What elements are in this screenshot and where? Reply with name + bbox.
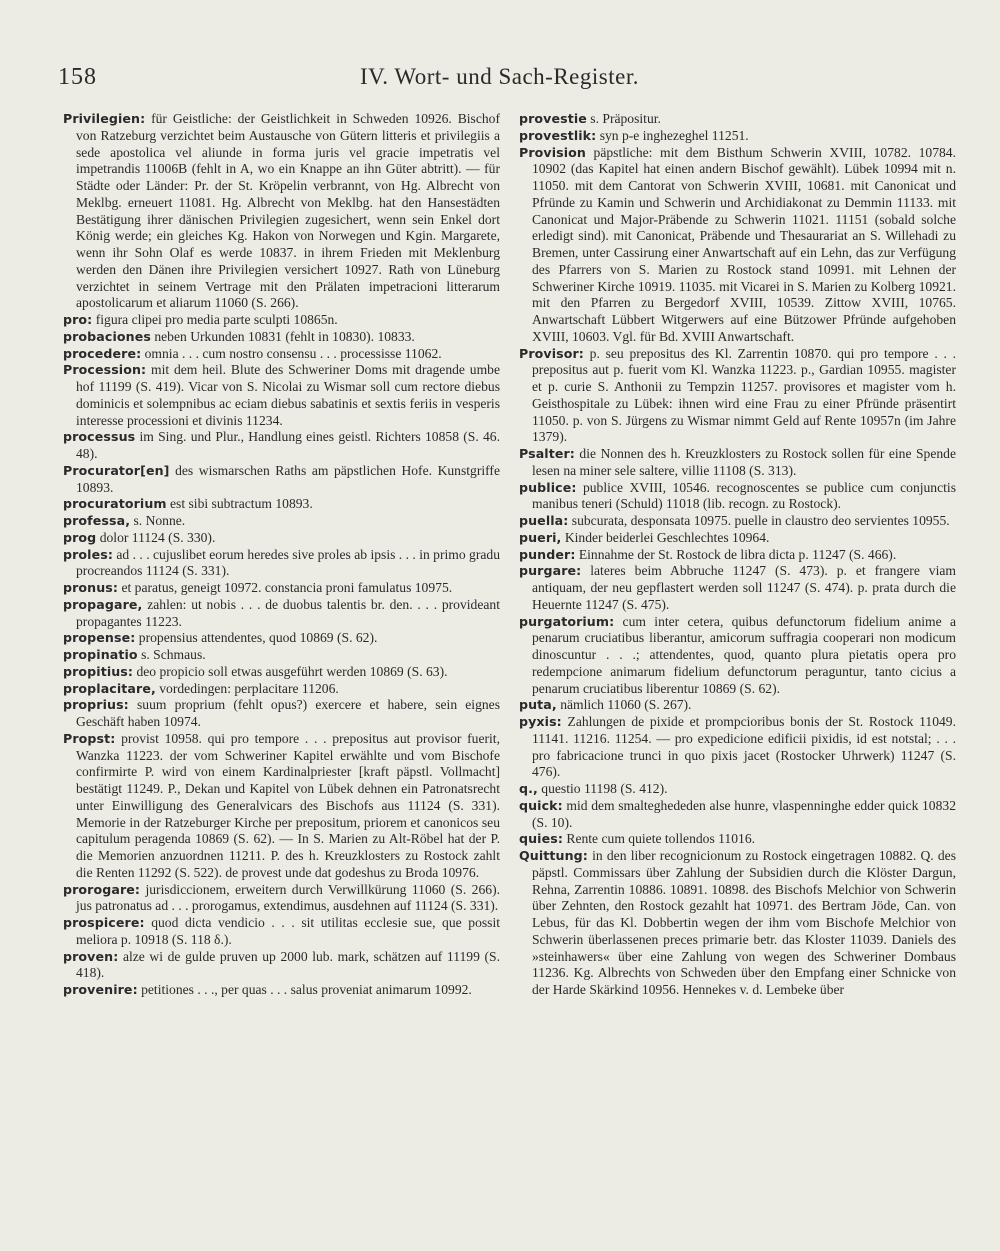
entry-headword: Quittung:	[519, 848, 588, 863]
entry-text: subcurata, desponsata 10975. puelle in claustro deo servientes 10955.	[568, 513, 950, 528]
register-entry	[63, 463, 500, 497]
register-entry	[63, 346, 500, 363]
entry-text: mid dem smalteghededen alse hunre, vlaspenninghe edder quick 10832 (S. 10).	[532, 797, 956, 830]
register-entry	[63, 949, 500, 983]
register-entry	[63, 630, 500, 647]
entry-text: provist 10958. qui pro tempore . . . prepositus aut provisor fuerit, Wanzka 11223. der vom Schweriner Kapitel erwählte und vom Bischofe confirmirte P. wird von einem Kardinalpriester [kraft päpstl. Vollmacht] bestätigt 11249. P., Dekan und Kapitel von Lübek dehnen ein Patronatsrecht unter Einwilligung des Generalvicars des Bischofs aus 11124 (S. 331). Memorie in der Ratzeburger Kirche per prepositum, priorem et canonicos seu capitulum peragenda 10869 (S. 62). — In S. Marien zu Alt-Röbel hat der P. die Memorien anzuordnen 11211. P. des h. Kreuzklosters zu Rostock zahlt die Renten 11292 (S. 522). de provest unde dat godeshus zu Broda 10976.	[76, 730, 500, 880]
entry-text: Rente cum quiete tollendos 11016.	[562, 831, 756, 847]
entry-text: dolor 11124 (S. 330).	[96, 529, 216, 545]
entry-text: jurisdiccionem, erweitern durch Verwillkürung 11060 (S. 266). jus patronatus ad . . . prorogamus, extendimus, ausdehnen auf 11124 (S. 331).	[76, 881, 500, 914]
entry-text: mit dem heil. Blute des Schweriner Doms mit dragende umbe hof 11199 (S. 419). Vicar von S. Nicolai zu Wismar soll cum rectore diebus dominicis et solempnibus ac eciam diebus sabatinis et sextis feriis in vesperis interesse processioni et divinis 11234.	[76, 362, 500, 428]
register-entry	[519, 697, 956, 714]
register-entry	[519, 446, 956, 480]
entry-text: suum proprium (fehlt opus?) exercere et habere, sein eignes Geschäft haben 10974.	[76, 697, 500, 729]
entry-headword: puta,	[519, 697, 557, 713]
entry-headword: provenire:	[63, 982, 138, 997]
entry-text: syn p-e inghezeghel 11251.	[596, 127, 749, 143]
entry-headword: procuratorium	[63, 496, 167, 512]
entry-text: p. seu prepositus des Kl. Zarrentin 10870. qui pro tempore . . . prepositus aut p. fuerit vom Kl. Wanzka 11223. p., Gardian 10955. magister et p. curie S. Anthonii zu Tempzin 11257. provisores et magister vom h. Geisthospitale zu Lübek: ihnen wird eine Frau zu einer Pfründe präsentirt 11050. p. von S. Jürgens zu Wismar nimmt Geld auf Rente 10957n (im Jahre 1379).	[532, 345, 956, 445]
entry-headword: propinatio	[63, 647, 138, 662]
entry-headword: Procurator[en]	[63, 462, 170, 478]
entry-headword: puella:	[519, 513, 569, 528]
entry-text: propensius attendentes, quod 10869 (S. 62).	[135, 630, 378, 646]
entry-text: est sibi subtractum 10893.	[166, 496, 313, 512]
register-entry	[63, 312, 500, 329]
register-entry	[63, 111, 500, 312]
entry-headword: processus	[63, 429, 136, 445]
register-entry	[63, 496, 500, 513]
entry-text: publice XVIII, 10546. recognoscentes se publice cum conjunctis manibus teneri (Schuld) 11018 (lib. recogn. zu Rostock).	[532, 479, 956, 512]
register-entry	[519, 798, 956, 832]
entry-text: deo propicio soll etwas ausgeführt werden 10869 (S. 63).	[133, 663, 448, 679]
entry-headword: proprius:	[63, 697, 129, 713]
entry-headword: q.,	[519, 781, 538, 796]
register-entry	[63, 647, 500, 664]
register-entry	[519, 614, 956, 698]
entry-headword: pro:	[63, 312, 93, 327]
register-entry	[63, 513, 500, 530]
entry-headword: procedere:	[63, 345, 142, 361]
entry-headword: proven:	[63, 948, 119, 964]
entry-text: im Sing. und Plur., Handlung eines geistl. Richters 10858 (S. 46. 48).	[76, 429, 500, 461]
entry-text: vordedingen: perplacitare 11206.	[155, 680, 339, 696]
register-entry	[519, 346, 956, 447]
page-number: 158	[58, 64, 97, 90]
entry-text: Zahlungen de pixide et prompcioribus bonis der St. Rostock 11049. 11141. 11216. 11254. — pro expedicione edificii pixidis, id est notstal; . . . pro fabricacione trunci in quo pixis jacet (Rostocker Uhrwerk) 11247 (S. 476).	[532, 714, 956, 780]
entry-text: neben Urkunden 10831 (fehlt in 10830). 10833.	[150, 328, 415, 344]
entry-text: figura clipei pro media parte sculpti 10865n.	[92, 312, 338, 327]
entry-headword: Privilegien:	[63, 111, 146, 126]
entry-text: s. Schmaus.	[137, 647, 206, 662]
entry-text: päpstliche: mit dem Bisthum Schwerin XVIII, 10782. 10784. 10902 (das Kapitel hat einen andern Bischof gewählt). Lübek 10994 mit n. 11050. mit dem Cantorat von Schwerin XVIII, 10681. mit Canonicat und Pfründe zu Kamin und Schwerin und Archidiakonat zu Demmin 11133. mit Canonicat und Major-Präbende zu Schwerin 11021. 11151 (sobald solche erledigt sind). mit Canonicat, Präbende und Thesaurariat an S. Willehadi zu Bremen, unter Cassirung einer Anwartschaft auf ein Lehn, das zur Verfügung des Pfarrers von S. Marien zu Rostock stand 10991. mit Lehnen der Schweriner Kirche 10919. 11035. mit Vicarei in S. Marien zu Kolberg 10921. mit den Pfarren zu Bergedorf XVIII, 10539. Zittow XVIII, 10765. Anwartschaft Lübbert Witgerwers auf eine Bützower Pfründe aufgehoben XVIII, 10603. Vgl. für Bd. XVIII Anwartschaft.	[532, 144, 956, 344]
entry-headword: publice:	[519, 479, 577, 495]
register-entry	[519, 513, 956, 530]
register-entry	[63, 530, 500, 547]
entry-text: s. Nonne.	[130, 513, 186, 528]
entry-headword: propense:	[63, 630, 136, 646]
register-entry	[519, 848, 956, 999]
entry-headword: quick:	[519, 797, 563, 813]
register-entry	[519, 128, 956, 145]
entry-headword: quies:	[519, 831, 563, 847]
register-entry	[63, 882, 500, 916]
register-entry	[519, 111, 956, 128]
entry-text: Einnahme der St. Rostock de libra dicta p. 11247 (S. 466).	[575, 546, 897, 562]
entry-text: questio 11198 (S. 412).	[537, 781, 668, 796]
register-entry	[519, 831, 956, 848]
left-column	[63, 111, 500, 999]
entry-headword: Provision	[519, 144, 586, 160]
register-entry	[519, 530, 956, 547]
right-column	[519, 111, 956, 999]
register-entry	[63, 362, 500, 429]
entry-headword: Procession:	[63, 362, 147, 378]
entry-text: die Nonnen des h. Kreuzklosters zu Rostock sollen für eine Spende lesen na miner sele saltere, villie 11108 (S. 313).	[532, 446, 956, 478]
entry-text: des wismarschen Raths am päpstlichen Hofe. Kunstgriffe 10893.	[76, 462, 500, 495]
register-entry	[519, 547, 956, 564]
entry-text: et paratus, geneigt 10972. constancia proni famulatus 10975.	[118, 580, 453, 595]
entry-text: lateres beim Abbruche 11247 (S. 473). p. et frangere viam antiquam, der neu gepflastert werden soll 11247 (S. 474). p. prata durch die Heuernte 11247 (S. 475).	[532, 563, 956, 612]
entry-text: omnia . . . cum nostro consensu . . . processisse 11062.	[141, 345, 442, 361]
entry-text: zahlen: ut nobis . . . de duobus talentis br. den. . . . provideant propagantes 11223.	[76, 596, 500, 629]
entry-headword: prospicere:	[63, 915, 145, 930]
entry-headword: Provisor:	[519, 345, 584, 361]
entry-headword: purgatorium:	[519, 613, 615, 629]
entry-text: petitiones . . ., per quas . . . salus proveniat animarum 10992.	[137, 982, 472, 997]
entry-headword: professa,	[63, 513, 131, 528]
entry-headword: pueri,	[519, 529, 562, 545]
register-entry	[63, 580, 500, 597]
entry-text: nämlich 11060 (S. 267).	[556, 697, 692, 713]
entry-headword: propitius:	[63, 663, 134, 679]
entry-headword: pronus:	[63, 580, 119, 595]
register-entry	[519, 145, 956, 346]
register-entry	[63, 982, 500, 999]
entry-text: quod dicta vendicio . . . sit utilitas ecclesie sue, que possit meliora p. 10918 (S. 118 δ.).	[76, 915, 500, 947]
register-entry	[63, 329, 500, 346]
entry-headword: provestlik:	[519, 127, 597, 143]
entry-headword: punder:	[519, 546, 576, 562]
entry-text: für Geistliche: der Geistlichkeit in Schweden 10926. Bischof von Ratzeburg verzichtet beim Austausche von Gütern litteris et privilegiis a sede apostolica vel aliunde in forma juris vel gracie impetratis vel impetrandis 11006B (fehlt in A, wo ein Knappe an ihn Güter abtritt). — für Städte oder Länder: Pr. der St. Kröpelin verbrannt, von Hg. Albrecht von Meklbg. erneuert 11081. Hg. Albrecht von Meklbg. hat den Hansestädten Bestätigung ihrer dänischen Privilegien zugesichert, wenn sein Enkel dort König werde; ein gleiches Kg. Hakon von Norwegen und Kgin. Margarete, wenn ihr Sohn Olaf es werde 10837. in ihrem Frieden mit Meklenburg werden den Dänen ihre Privilegien versichert 10927. Rath von Lüneburg verzichtet in seinem Vertrage mit den Prälaten impetracioni litterarum apostolicarum et aliarum 11060 (S. 266).	[76, 111, 500, 311]
entry-headword: proles:	[63, 546, 113, 562]
entry-headword: proplacitare,	[63, 680, 156, 696]
register-entry	[519, 781, 956, 798]
entry-text: in den liber recognicionum zu Rostock eingetragen 10882. Q. des päpstl. Commissars über Zahlung der Subsidien durch die Klöster Dargun, Rehna, Zarrentin 10886. 10891. 10898. des Bischofs Melchior von Schwerin über Zehnten, den Rostock gezahlt hat 10971. des Bertram Jöde, Can. von Lebus, für das Kl. Dobbertin wegen der ihm vom Bischofe Melchior von Schwerin überlassenen preces primarie betr. das Kloster 11039. Daniels des »steinhawers« über eine Zahlung von wegen des Schweriner Dombaus 11236. Kg. Albrechts von Schweden über den Empfang einer Schnicke von der Harde Skärkind 10956. Hennekes v. d. Lembeke über	[532, 848, 956, 997]
register-entry	[519, 714, 956, 781]
register-entry	[63, 681, 500, 698]
entry-text: alze wi de gulde pruven up 2000 lub. mark, schätzen auf 11199 (S. 418).	[76, 948, 500, 981]
register-entry	[63, 915, 500, 949]
entry-text: cum inter cetera, quibus defunctorum fidelium anime a penarum cruciatibus liberantur, amicorum suffragia cooperari non modicum dinoscuntur . . .; attendentes, quod, quanto plura pietatis opera pro redempcione animarum fidelium defunctorum peraguntur, tanto cicius a penarum cruciatibus liberentur 10869 (S. 62).	[532, 613, 956, 696]
entry-text: ad . . . cujuslibet eorum heredes sive proles ab ipsis . . . in primo gradu procreandos 11124 (S. 331).	[76, 546, 500, 579]
entry-text: s. Präpositur.	[586, 111, 661, 126]
entry-headword: propagare,	[63, 596, 143, 612]
entry-headword: prorogare:	[63, 881, 141, 897]
register-entry	[63, 547, 500, 581]
entry-headword: pyxis:	[519, 714, 562, 729]
entry-headword: Psalter:	[519, 446, 575, 461]
entry-headword: prog	[63, 529, 97, 545]
entry-headword: Propst:	[63, 730, 116, 746]
register-entry	[63, 664, 500, 681]
register-entry	[63, 697, 500, 731]
entry-headword: provestie	[519, 111, 587, 126]
entry-headword: probaciones	[63, 328, 151, 344]
running-head: IV. Wort- und Sach-Register.	[360, 64, 639, 89]
register-entry	[63, 597, 500, 631]
register-entry	[519, 480, 956, 514]
entry-text: Kinder beiderlei Geschlechtes 10964.	[561, 529, 770, 545]
entry-headword: purgare:	[519, 563, 582, 579]
register-entry	[63, 429, 500, 463]
register-entry	[519, 563, 956, 613]
register-entry	[63, 731, 500, 882]
